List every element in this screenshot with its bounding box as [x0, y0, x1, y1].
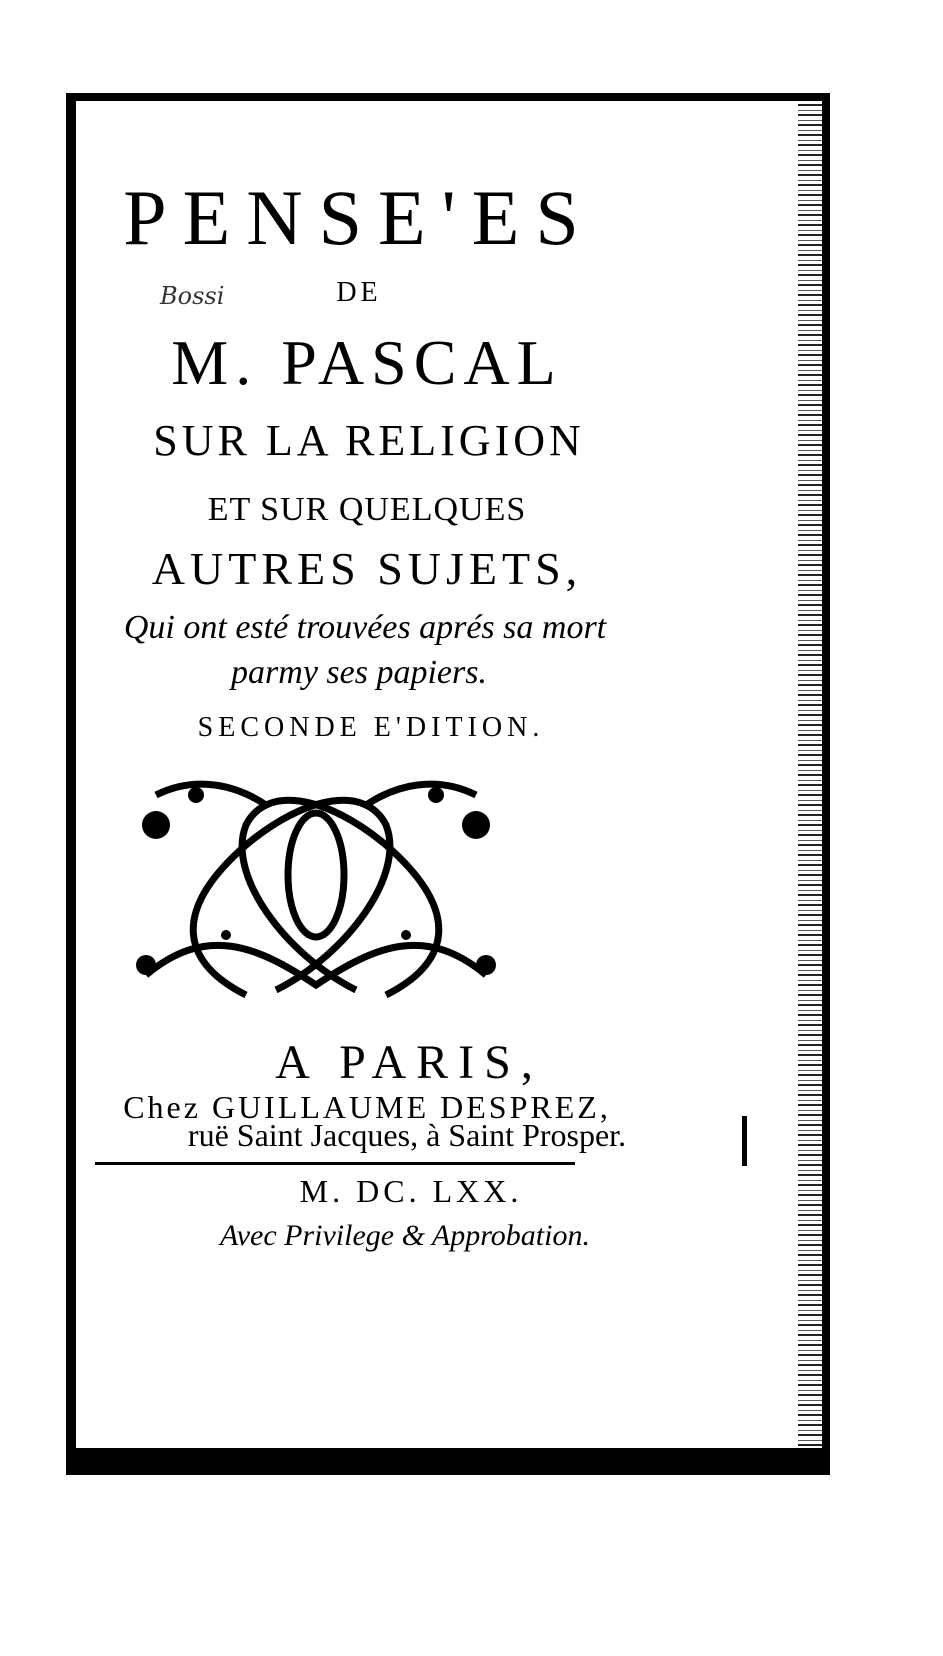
- subtitle-2: ET SUR QUELQUES: [207, 491, 527, 528]
- edition: SECONDE E'DITION.: [197, 712, 545, 743]
- address: ruë Saint Jacques, à Saint Prosper.: [187, 1117, 627, 1153]
- title-page: [76, 101, 798, 1448]
- place: A PARIS,: [275, 1036, 543, 1089]
- page-edge: [798, 101, 822, 1448]
- publisher: Chez GUILLAUME DESPREZ,: [123, 1089, 611, 1125]
- subtitle-1: SUR LA RELIGION: [153, 416, 585, 465]
- divider-rule: [95, 1162, 575, 1165]
- handwritten-note: Bossi: [160, 282, 225, 310]
- year: M. DC. LXX.: [299, 1173, 523, 1209]
- author: M. PASCAL: [171, 327, 563, 398]
- note-line-1: Qui ont esté trouvées aprés sa mort: [123, 609, 607, 646]
- title: PENSE'ES: [123, 174, 595, 261]
- privilege: Avec Privilege & Approbation.: [220, 1219, 590, 1252]
- printer-ornament: [126, 765, 506, 1005]
- margin-mark: [742, 1116, 747, 1166]
- de: DE: [336, 277, 382, 308]
- subtitle-3: AUTRES SUJETS,: [151, 543, 583, 594]
- note-line-2: parmy ses papiers.: [231, 654, 487, 691]
